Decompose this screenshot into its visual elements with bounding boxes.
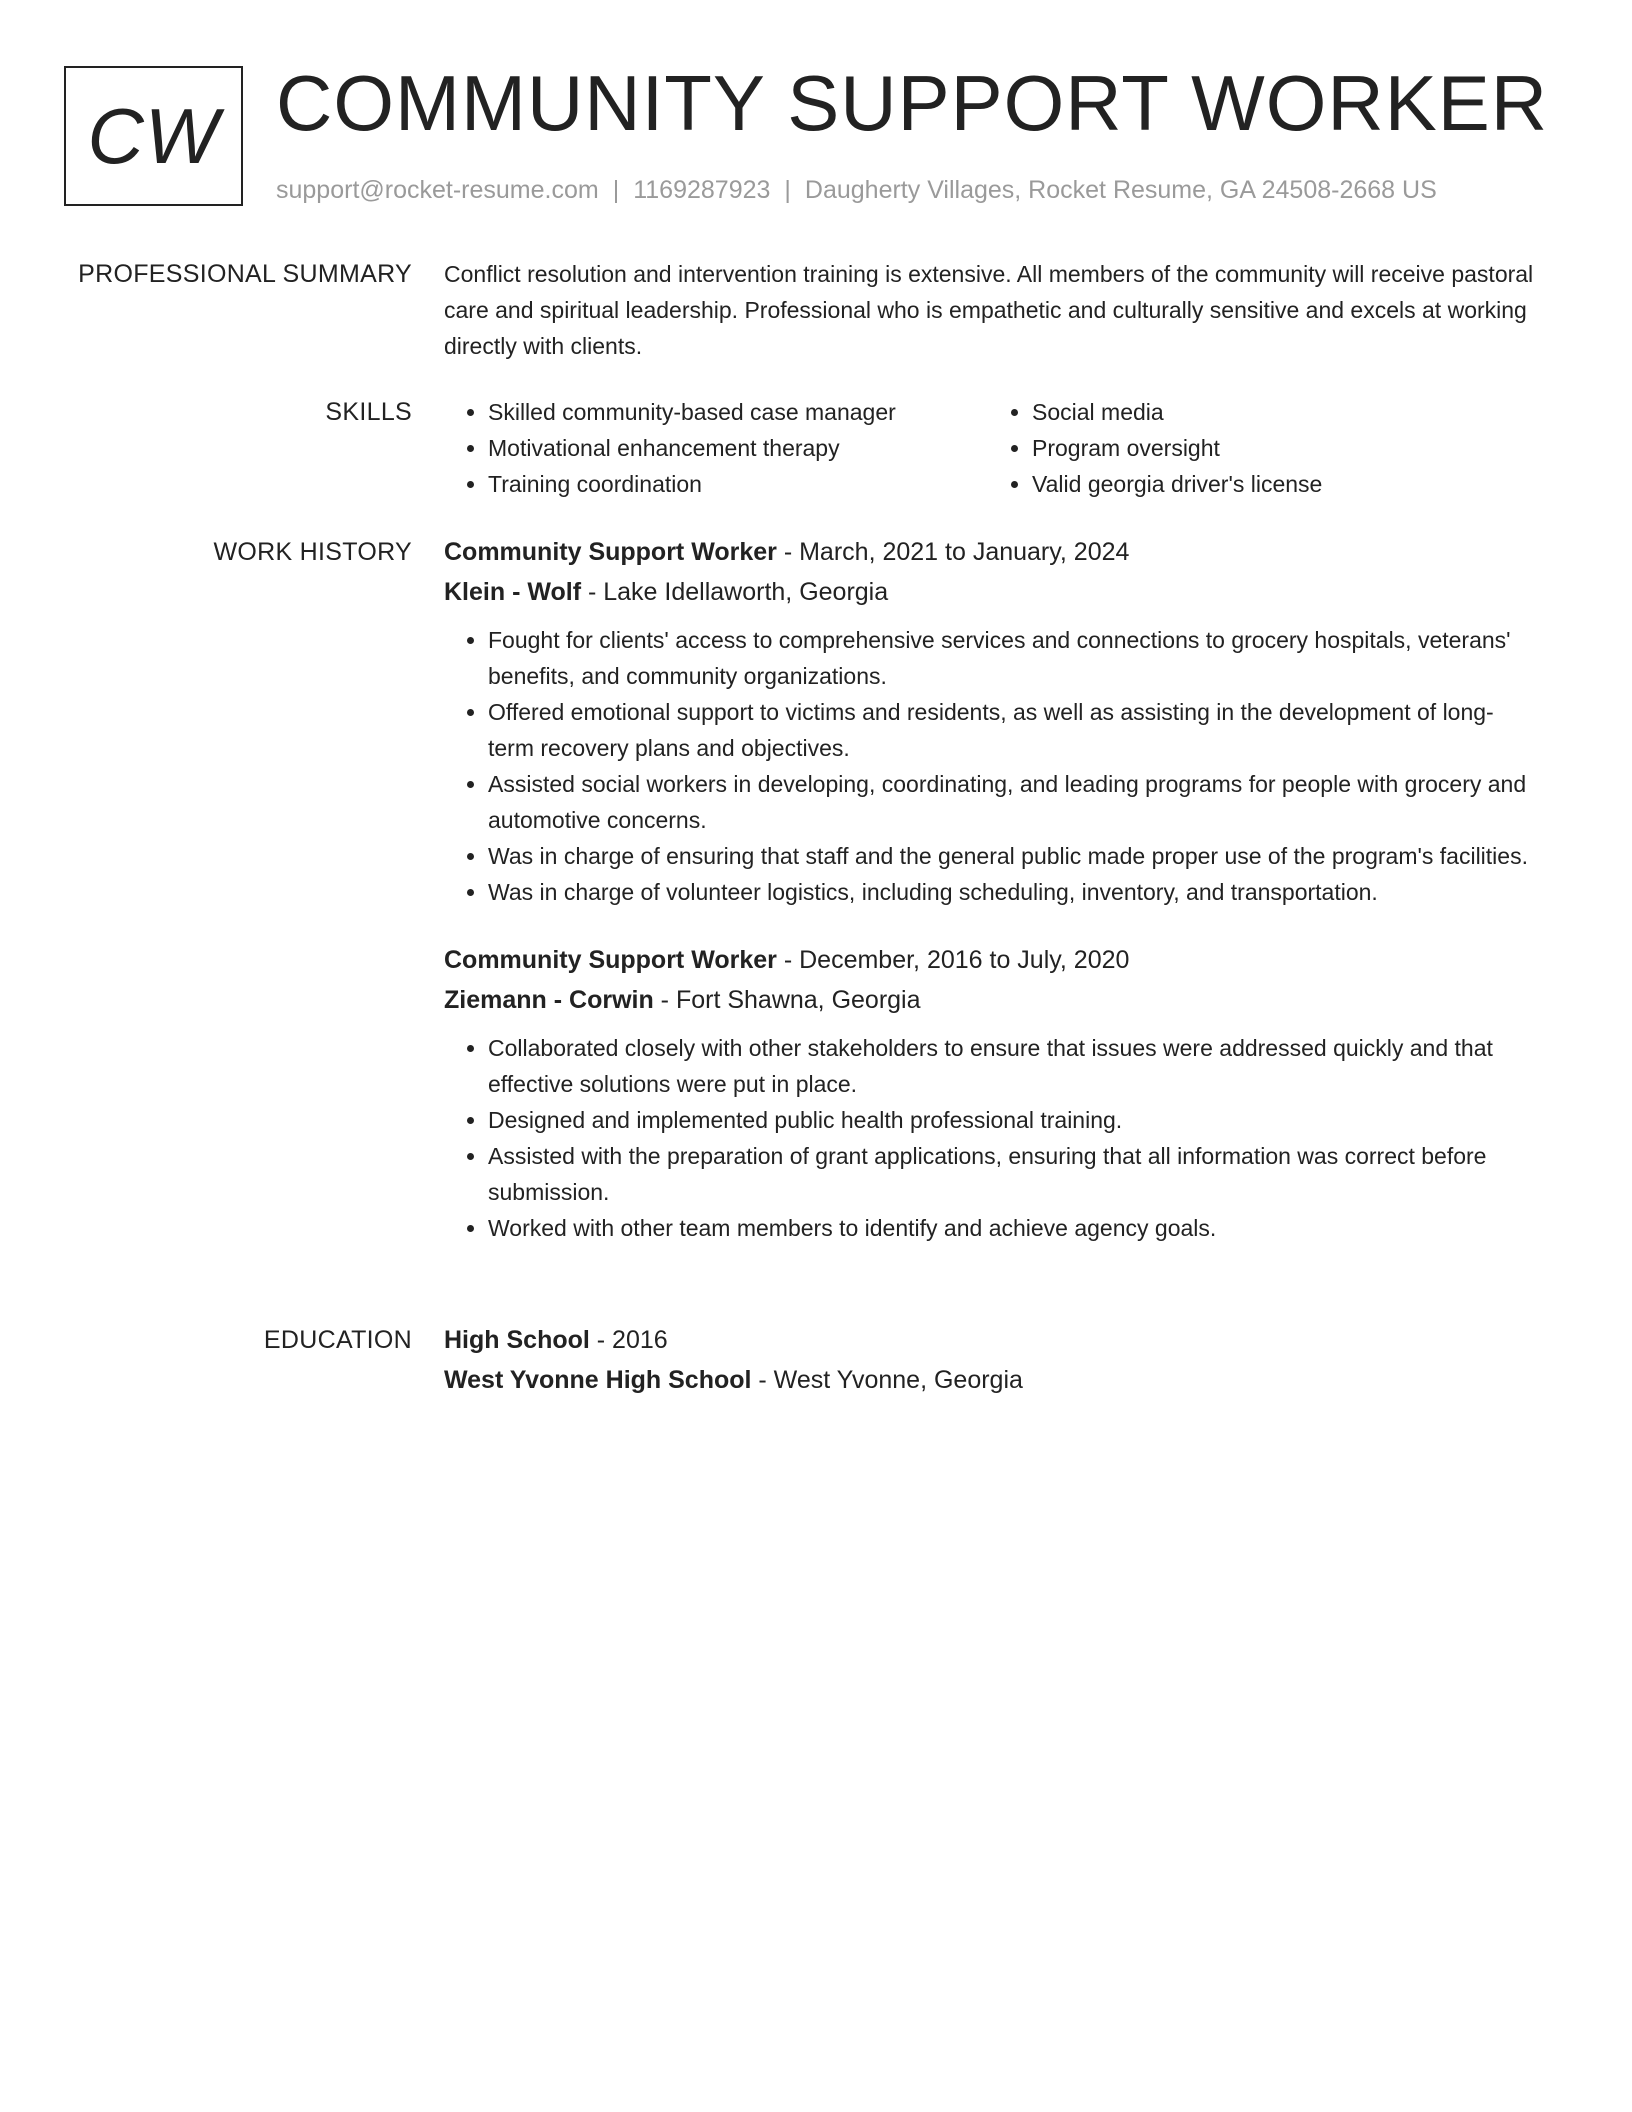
summary-body <box>444 256 1534 364</box>
skills-list <box>444 394 1534 502</box>
job-title-line <box>444 532 1534 572</box>
skill-item: • Program oversight <box>1032 430 1322 466</box>
education-degree: High School <box>444 1326 590 1354</box>
skills-column-1 <box>444 394 988 502</box>
education-year: - 2016 <box>589 1326 668 1354</box>
job-entry <box>444 940 1534 1246</box>
education-school: West Yvonne High School <box>444 1366 752 1394</box>
job-dates: - December, 2016 to July, 2020 <box>776 946 1130 974</box>
job-bullet: • Offered emotional support to victims and residents, as well as assisting in the development of long-term recovery plans and objectives. <box>488 694 1534 766</box>
job-employer-line <box>444 980 1534 1020</box>
summary-text: Conflict resolution and intervention training is extensive. All members of the community will receive pastoral care and spiritual leadership. Professional who is empathetic and culturally sensitive and excels at working directly with clients. <box>444 261 1534 359</box>
job-bullet: • Assisted with the preparation of grant applications, ensuring that all information was correct before submission. <box>488 1138 1534 1210</box>
job-location: - Lake Idellaworth, Georgia <box>581 578 889 606</box>
section-label-summary: PROFESSIONAL SUMMARY <box>78 260 412 288</box>
contact-separator: | <box>612 176 620 204</box>
job-employer: Klein - Wolf <box>444 578 582 606</box>
resume-title: COMMUNITY SUPPORT WORKER <box>276 59 1549 147</box>
skill-item: • Motivational enhancement therapy <box>488 430 988 466</box>
section-label-skills: SKILLS <box>325 398 412 426</box>
job-bullet: • Collaborated closely with other stakeholders to ensure that issues were addressed quickly and that effective solutions were put in place. <box>488 1030 1534 1102</box>
skill-item: • Skilled community-based case manager <box>488 394 988 430</box>
education-degree-line <box>444 1320 1534 1360</box>
work-history-body <box>444 532 1534 1246</box>
job-bullet: • Worked with other team members to identify and achieve agency goals. <box>488 1210 1534 1246</box>
job-title: Community Support Worker <box>444 946 777 974</box>
section-label-education: EDUCATION <box>263 1326 412 1354</box>
skill-item: • Social media <box>1032 394 1322 430</box>
job-bullet: • Designed and implemented public health professional training. <box>488 1102 1534 1138</box>
job-bullets <box>444 1030 1534 1246</box>
job-bullet: • Was in charge of ensuring that staff and the general public made proper use of the program's facilities. <box>488 838 1534 874</box>
job-location: - Fort Shawna, Georgia <box>653 986 921 1014</box>
education-location: - West Yvonne, Georgia <box>751 1366 1023 1394</box>
job-employer-line <box>444 572 1534 612</box>
education-school-line <box>444 1360 1534 1400</box>
monogram-logo: CW <box>64 66 243 206</box>
contact-address: Daugherty Villages, Rocket Resume, GA 24508-2668 US <box>804 176 1437 204</box>
education-body <box>444 1320 1534 1400</box>
job-dates: - March, 2021 to January, 2024 <box>776 538 1130 566</box>
job-bullet: • Fought for clients' access to comprehensive services and connections to grocery hospitals, veterans' benefits, and community organizations. <box>488 622 1534 694</box>
contact-line <box>276 174 1437 206</box>
job-title: Community Support Worker <box>444 538 777 566</box>
contact-phone: 1169287923 <box>633 176 771 204</box>
job-bullets <box>444 622 1534 910</box>
job-bullet: • Was in charge of volunteer logistics, including scheduling, inventory, and transportation. <box>488 874 1534 910</box>
section-label-work-history: WORK HISTORY <box>213 538 412 566</box>
skills-column-2 <box>988 394 1322 502</box>
job-employer: Ziemann - Corwin <box>444 986 654 1014</box>
skill-item: • Valid georgia driver's license <box>1032 466 1322 502</box>
job-bullet: • Assisted social workers in developing, coordinating, and leading programs for people with grocery and automotive concerns. <box>488 766 1534 838</box>
contact-separator: | <box>784 176 791 204</box>
skill-item: • Training coordination <box>488 466 988 502</box>
contact-email: support@rocket-resume.com <box>276 176 599 204</box>
job-entry <box>444 532 1534 910</box>
job-title-line <box>444 940 1534 980</box>
